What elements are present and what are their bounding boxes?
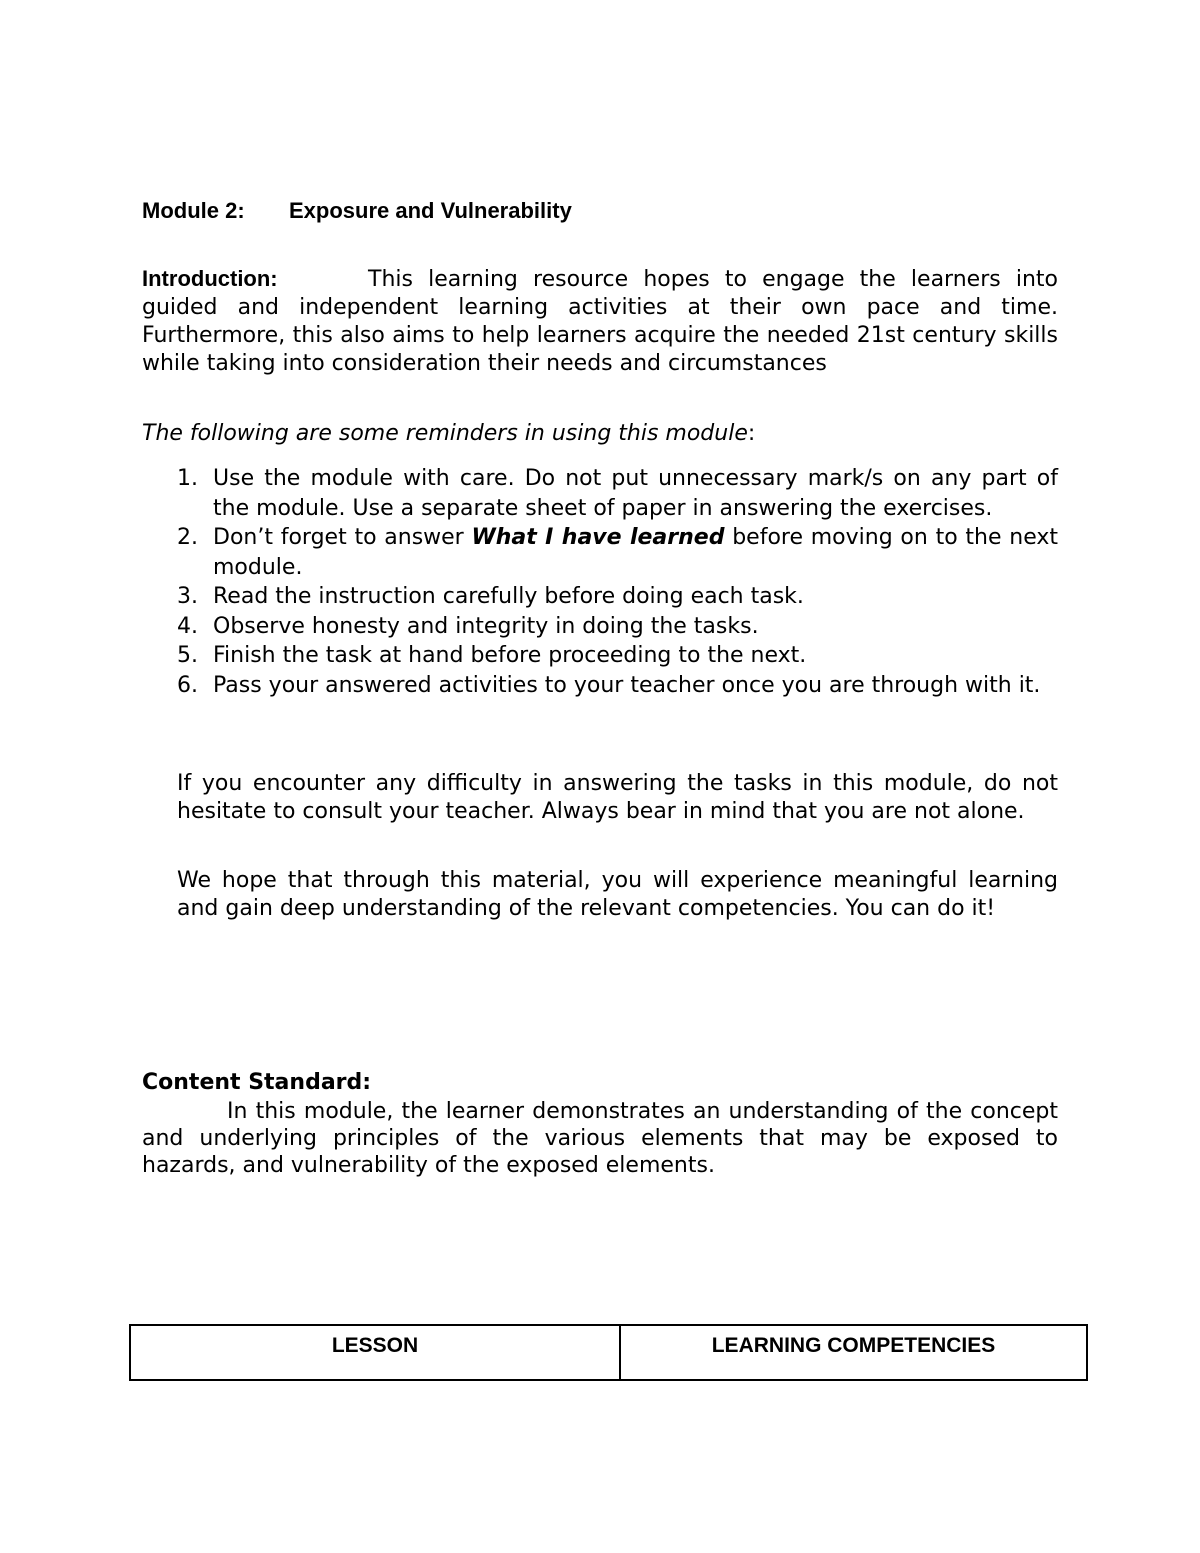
list-item [142, 671, 1058, 701]
list-item-text: Use the module with care. Do not put unnecessary mark/s on any part of the module. Use a separate sheet of paper in answering the exercises. [213, 466, 1058, 521]
competencies-column-header: LEARNING COMPETENCIES [620, 1325, 1087, 1380]
introduction-paragraph [142, 265, 1058, 378]
reminders-lead-colon: : [747, 421, 756, 446]
list-item-text-after: before moving on to the next module. [213, 525, 1058, 580]
list-item [142, 582, 1058, 612]
list-item-text: Finish the task at hand before proceeding to the next. [213, 643, 807, 668]
lesson-column-header: LESSON [130, 1325, 620, 1380]
module-label: Module 2: [142, 198, 245, 223]
list-item-text: Observe honesty and integrity in doing the tasks. [213, 613, 759, 639]
content-standard-body: In this module, the learner demonstrates an understanding of the concept and underlying principles of the various elements that may be exposed to hazards, and vulnerability of the exposed elements. [142, 1099, 1058, 1178]
list-item-number: 2. [177, 525, 198, 550]
introduction-label: Introduction: [142, 266, 278, 291]
introduction-text: This learning resource hopes to engage the learners into guided and independent learning activities at their own pace and time. Furthermore, this also aims to help learners acquire the needed 21st century skills while taking into consideration their needs and circumstances [142, 267, 1058, 376]
list-item [142, 641, 1058, 671]
list-item-emphasis: What I have learned [471, 525, 725, 550]
list-item [142, 612, 1058, 642]
difficulty-paragraph: If you encounter any difficulty in answering the tasks in this module, do not hesitate to consult your teacher. Always bear in mind that you are not alone. [177, 771, 1058, 824]
list-item-number: 1. [177, 466, 198, 491]
list-item-number: 5. [177, 643, 198, 668]
reminders-lead-text: The following are some reminders in using this module [142, 421, 748, 446]
table-header-row [130, 1325, 1087, 1380]
reminders-lead [142, 420, 755, 448]
list-item-text: Pass your answered activities to your teacher once you are through with it. [213, 672, 1041, 698]
list-item-number: 4. [177, 613, 198, 639]
module-heading [142, 198, 572, 224]
list-item-number: 6. [177, 672, 198, 698]
list-item-number: 3. [177, 584, 198, 609]
module-title: Exposure and Vulnerability [289, 198, 572, 223]
list-item [142, 464, 1058, 523]
lesson-competencies-table [129, 1324, 1088, 1381]
list-item-text: Read the instruction carefully before doing each task. [213, 584, 804, 609]
content-standard-heading: Content Standard: [142, 1070, 372, 1095]
list-item-text-before: Don’t forget to answer [213, 525, 472, 550]
reminders-list [142, 464, 1058, 700]
list-item [142, 523, 1058, 582]
hope-paragraph: We hope that through this material, you will experience meaningful learning and gain deep understanding of the relevant competencies. You can do it! [177, 868, 1058, 921]
